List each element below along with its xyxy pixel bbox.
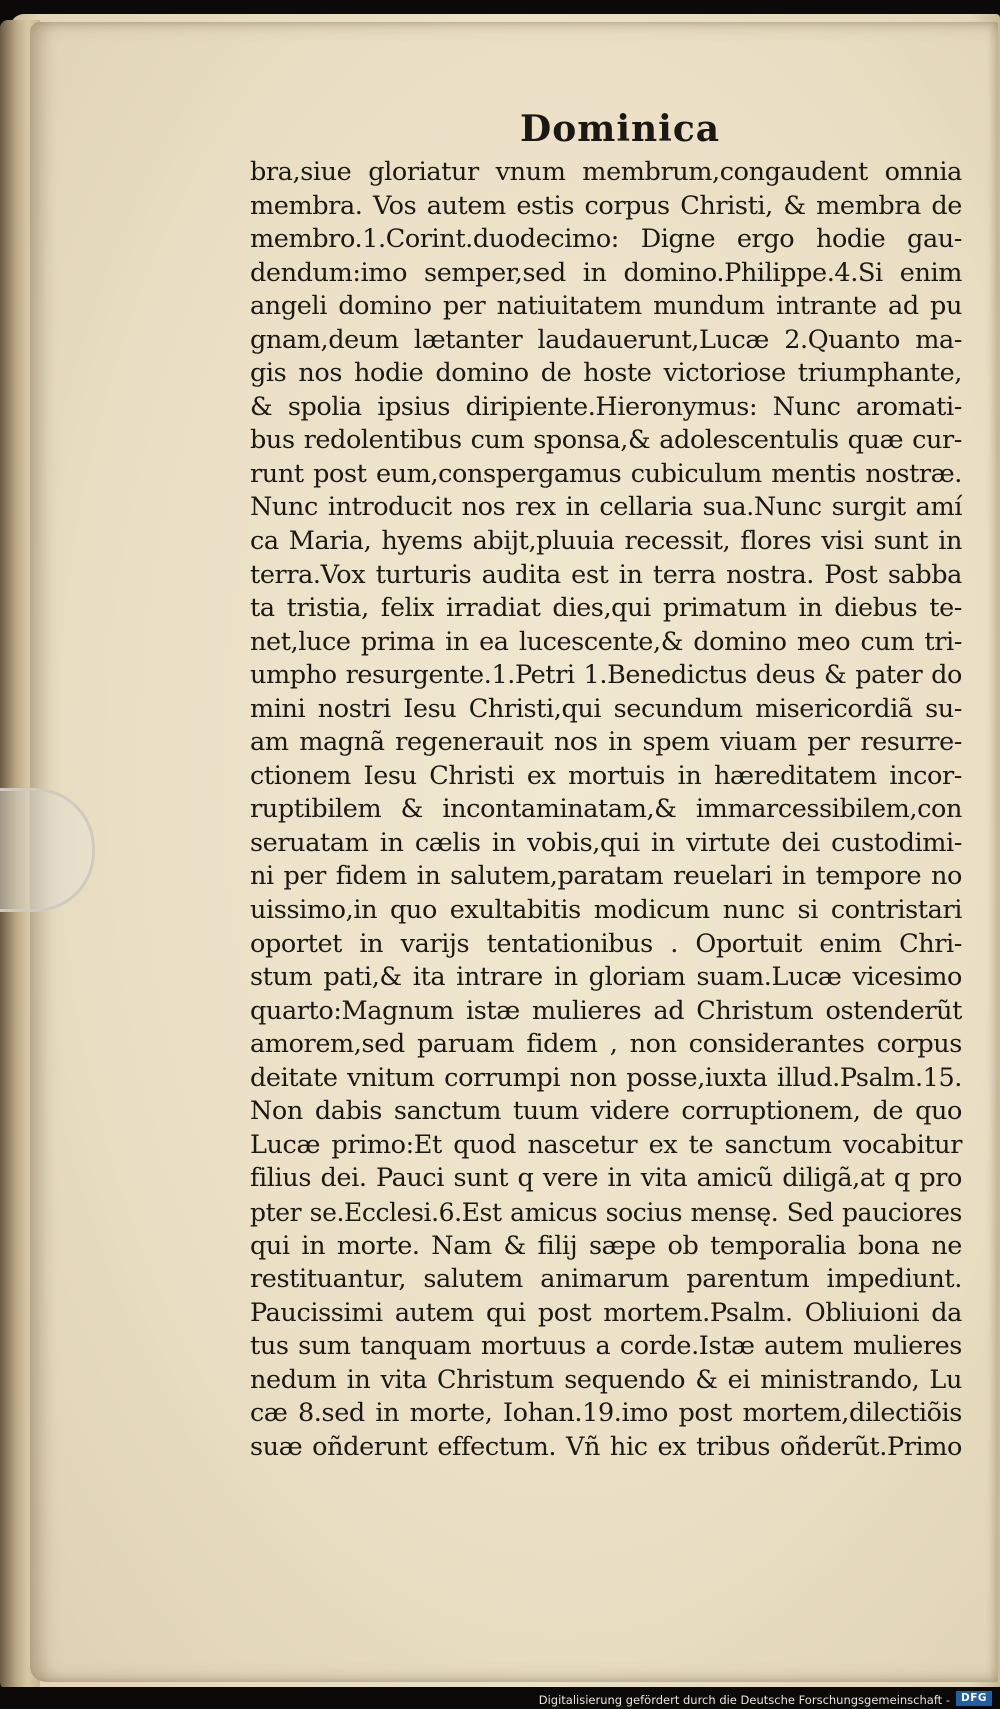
text-line: nedum in vita Christum sequendo & ei ministrando, Lu <box>250 1364 962 1395</box>
text-line: gis nos hodie domino de hoste victoriose triumphante, <box>250 358 962 389</box>
text-line: umpho resurgente.1.Petri 1.Benedictus deus & pater do <box>250 660 962 691</box>
text-line: mini nostri Iesu Christi,qui secundum misericordiã su- <box>250 693 962 724</box>
text-line: stum pati,& ita intrare in gloriam suam.Lucæ vicesimo <box>250 962 962 993</box>
text-line: angeli domino per natiuitatem mundum intrante ad pu <box>250 291 962 322</box>
text-line: Paucissimi autem qui post mortem.Psalm. Obliuioni da <box>250 1297 962 1328</box>
text-line: terra.Vox turturis audita est in terra nostra. Post sabba <box>250 559 962 590</box>
text-line: Non dabis sanctum tuum videre corruptionem, de quo <box>250 1096 962 1127</box>
text-line: am magnã regenerauit nos in spem viuam per resurre- <box>250 727 962 758</box>
text-line: deitate vnitum corrumpi non posse,iuxta illud.Psalm.15. <box>250 1062 962 1093</box>
page-text <box>250 156 962 1464</box>
footer-bar <box>0 1687 1000 1709</box>
text-line: uissimo,in quo exultabitis modicum nunc si contristari <box>250 895 962 926</box>
text-line: bus redolentibus cum sponsa,& adolescentulis quæ cur- <box>250 425 962 456</box>
text-line: membra. Vos autem estis corpus Christi, & membra de <box>250 190 962 221</box>
text-line: cæ 8.sed in morte, Iohan.19.imo post mortem,dilectiõis <box>250 1398 962 1429</box>
text-line: ctionem Iesu Christi ex mortuis in hæreditatem incor- <box>250 760 962 791</box>
text-line: membro.1.Corint.duodecimo: Digne ergo hodie gau- <box>250 224 962 255</box>
text-line: filius dei. Pauci sunt q vere in vita amicũ diligã,at q pro <box>250 1163 962 1194</box>
text-line: tus sum tanquam mortuus a corde.Istæ autem mulieres <box>250 1331 962 1362</box>
text-line: quarto:Magnum istæ mulieres ad Christum ostenderũt <box>250 995 962 1026</box>
text-line: oportet in varijs tentationibus . Oportuit enim Chri- <box>250 928 962 959</box>
text-line: Nunc introducit nos rex in cellaria sua.Nunc surgit amí <box>250 492 962 523</box>
footer-credit: Digitalisierung gefördert durch die Deutsche Forschungsgemeinschaft - <box>538 1693 950 1707</box>
text-line: Lucæ primo:Et quod nascetur ex te sanctum vocabitur <box>250 1129 962 1160</box>
text-line: ni per fidem in salutem,paratam reuelari in tempore no <box>250 861 962 892</box>
text-line: suæ oñderunt effectum. Vñ hic ex tribus oñderũt.Primo <box>250 1431 962 1462</box>
text-line: bra,siue gloriatur vnum membrum,congaudent omnia <box>250 157 962 187</box>
text-line: & spolia ipsius diripiente.Hieronymus: Nunc aromati- <box>250 391 962 422</box>
text-line: seruatam in cælis in vobis,qui in virtute dei custodimi- <box>250 827 962 858</box>
text-line: pter se.Ecclesi.6.Est amicus socius mensę. Sed pauciores <box>250 1197 962 1227</box>
text-line: ta tristia, felix irradiat dies,qui primatum in diebus te- <box>250 593 962 624</box>
text-line: restituantur, salutem animarum parentum impediunt. <box>250 1264 962 1295</box>
text-line: qui in morte. Nam & filij sæpe ob temporalia bona ne <box>250 1230 962 1261</box>
text-line: ca Maria, hyems abijt,pluuia recessit, flores visi sunt in <box>250 526 962 557</box>
text-line: amorem,sed paruam fidem , non considerantes corpus <box>250 1029 962 1060</box>
text-line: runt post eum,conspergamus cubiculum mentis nostræ. <box>250 458 962 489</box>
text-line: ruptibilem & incontaminatam,& immarcessibilem,con <box>250 794 962 825</box>
text-line: gnam,deum lætanter laudauerunt,Lucæ 2.Quanto ma- <box>250 324 962 355</box>
running-heading: Dominica <box>520 108 721 150</box>
text-line: dendum:imo semper,sed in domino.Philippe.4.Si enim <box>250 257 962 288</box>
dfg-logo: DFG <box>956 1691 992 1706</box>
text-line: net,luce prima in ea lucescente,& domino meo cum tri- <box>250 626 962 657</box>
